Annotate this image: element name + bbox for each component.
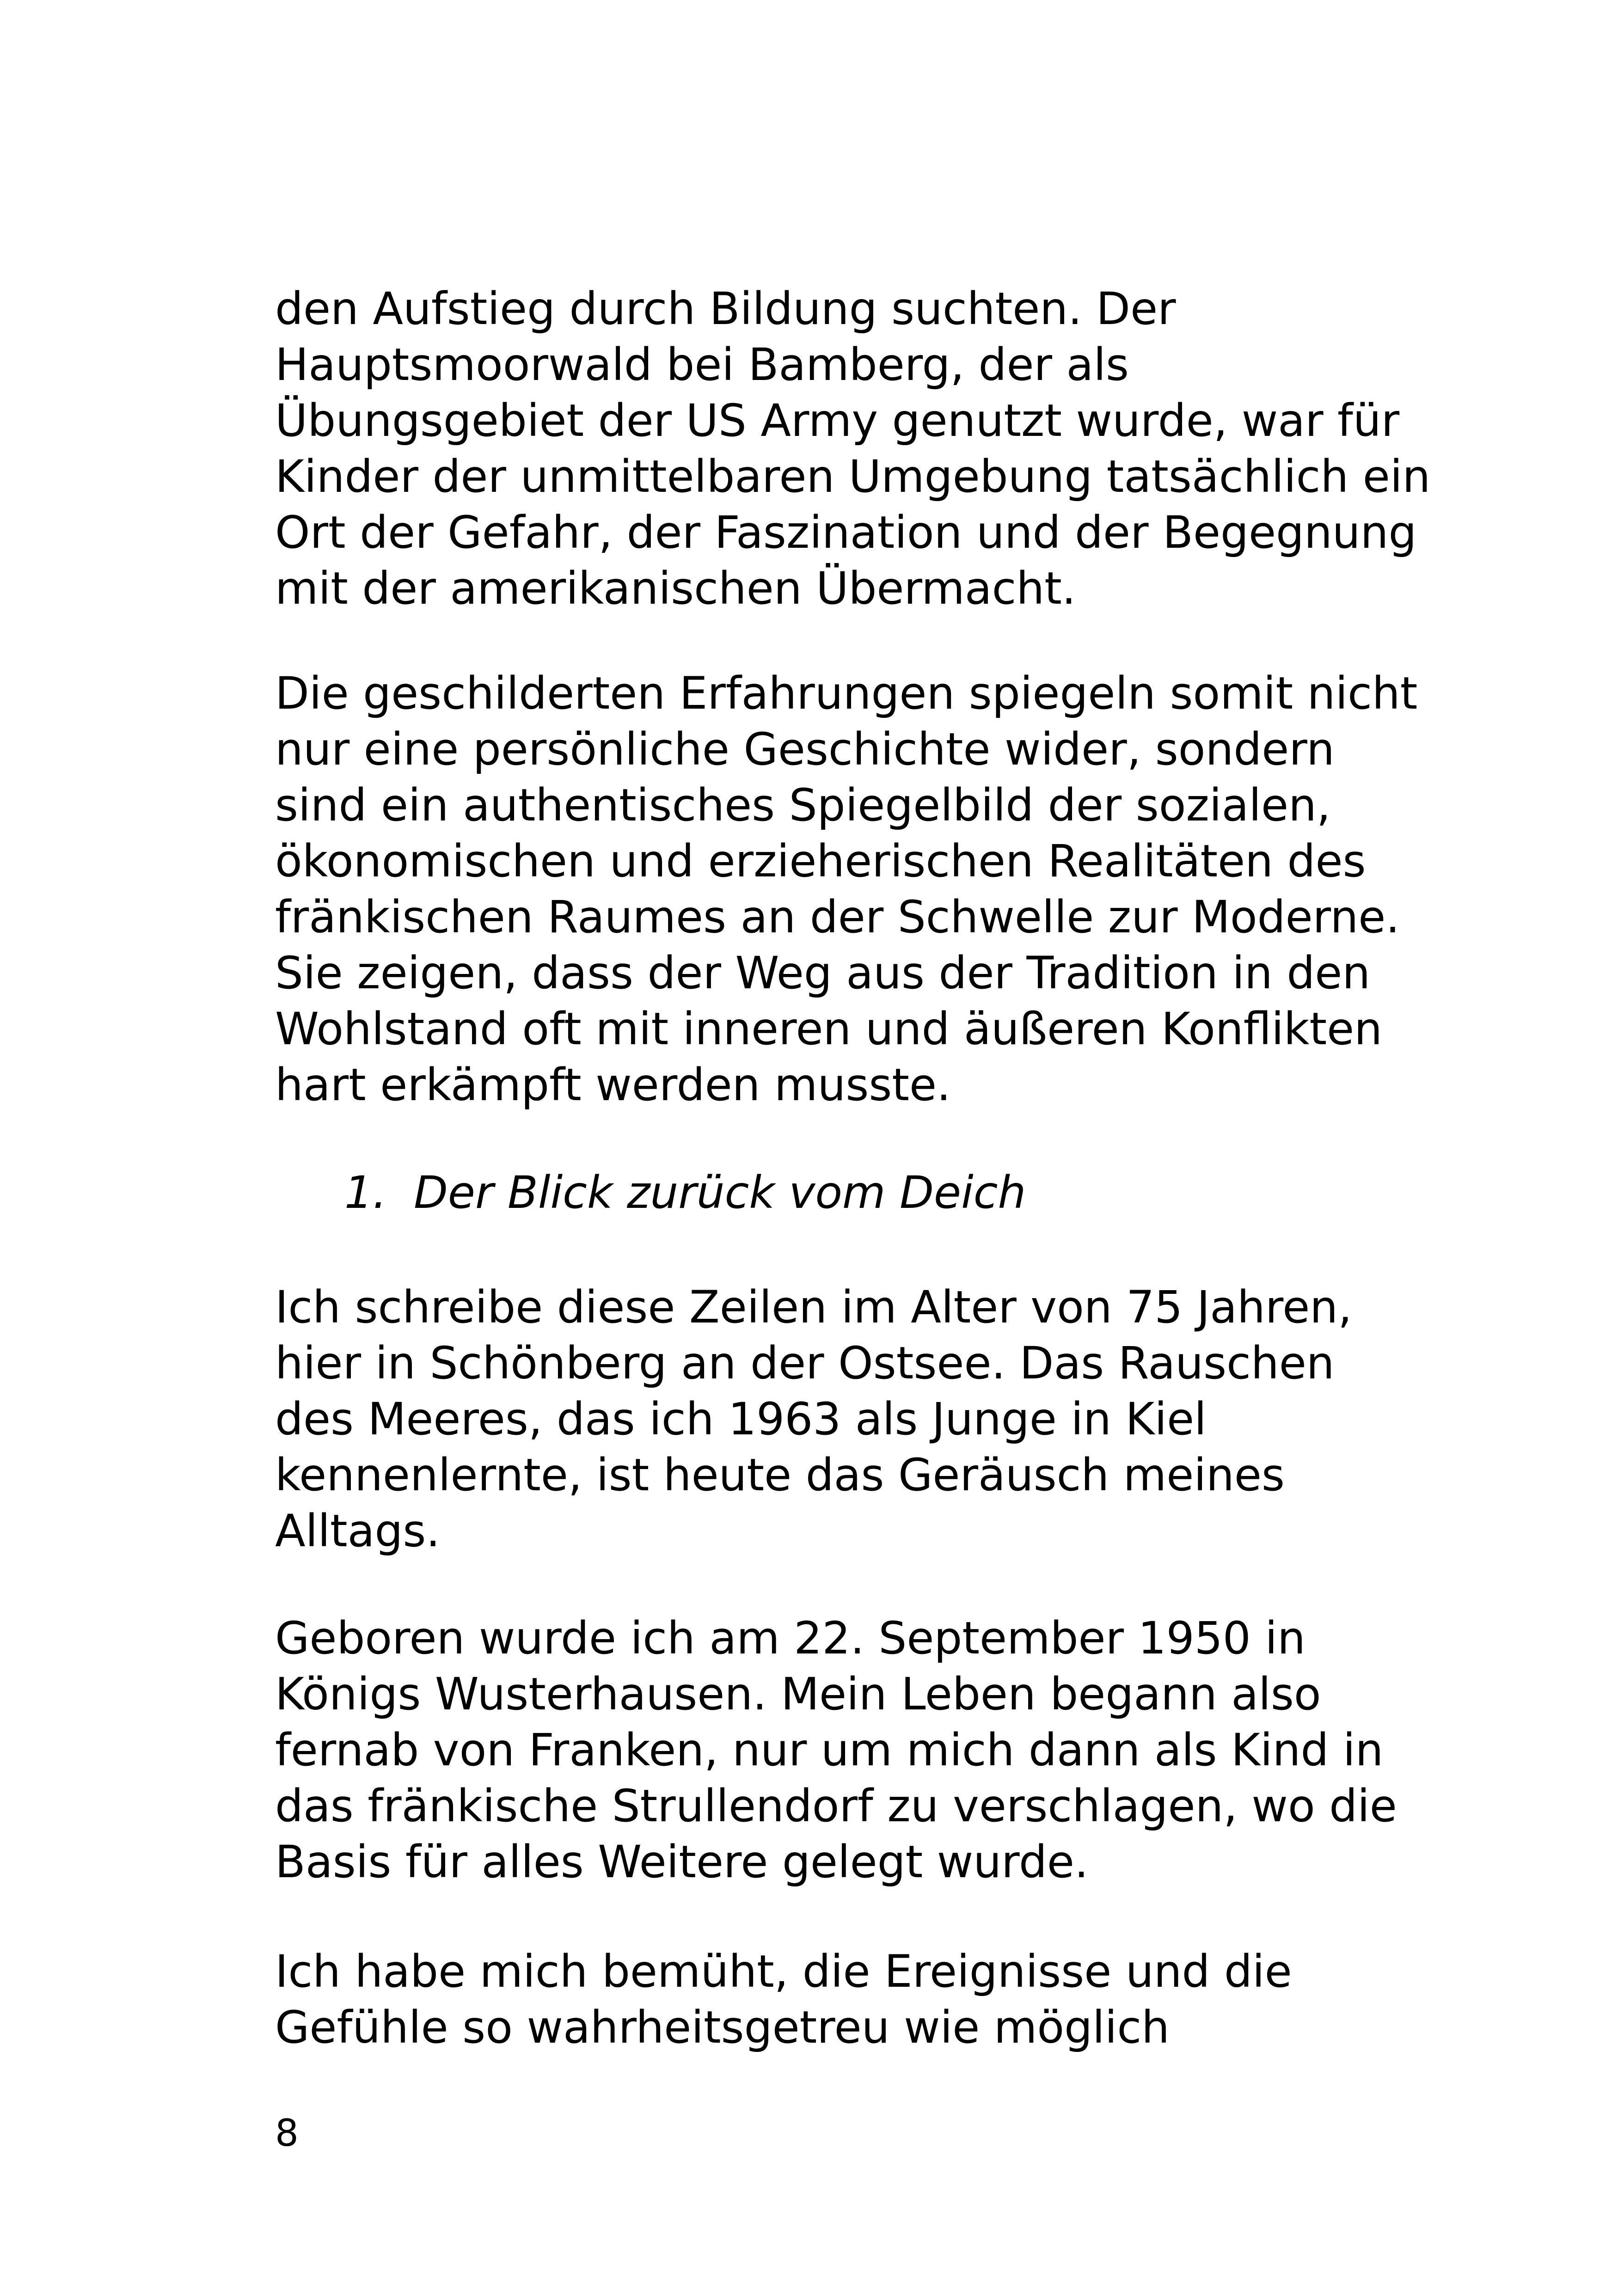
text-line: das fränkische Strullendorf zu verschlagen, wo die (275, 1780, 1397, 1832)
text-line: Geboren wurde ich am 22. September 1950 in (275, 1612, 1305, 1664)
text-line: Ich schreibe diese Zeilen im Alter von 75 Jahren, (275, 1281, 1352, 1333)
text-line: Gefühle so wahrheitsgetreu wie möglich (275, 2002, 1170, 2053)
text-line: des Meeres, das ich 1963 als Junge in Kiel (275, 1393, 1207, 1445)
text-line: nur eine persönliche Geschichte wider, sondern (275, 723, 1335, 775)
text-line: hart erkämpft werden musste. (275, 1059, 951, 1111)
heading-title: Der Blick zurück vom Deich (414, 1167, 1026, 1218)
paragraph-2 (275, 666, 1418, 1113)
text-line: Sie zeigen, dass der Weg aus der Tradition in den (275, 947, 1371, 999)
text-line: Hauptsmoorwald bei Bamberg, der als (275, 339, 1129, 391)
text-line: ökonomischen und erzieherischen Realitäten des (275, 835, 1366, 887)
text-line: Alltags. (275, 1505, 440, 1557)
text-line: Ort der Gefahr, der Faszination und der Begegnung (275, 507, 1417, 558)
paragraph-5 (275, 1944, 1385, 2056)
text-line: kennenlernte, ist heute das Geräusch meines (275, 1449, 1285, 1501)
paragraph-3 (275, 1280, 1385, 1559)
paragraph-1 (275, 281, 1431, 617)
page-number: 8 (275, 2112, 299, 2155)
text-line: sind ein authentisches Spiegelbild der sozialen, (275, 779, 1331, 831)
text-line: hier in Schönberg an der Ostsee. Das Rauschen (275, 1337, 1335, 1389)
text-line: mit der amerikanischen Übermacht. (275, 563, 1076, 614)
text-line: Königs Wusterhausen. Mein Leben begann also (275, 1668, 1321, 1720)
text-line: Kinder der unmittelbaren Umgebung tatsächlich ein (275, 451, 1431, 502)
text-line: Ich habe mich bemüht, die Ereignisse und die (275, 1946, 1292, 1997)
text-line: den Aufstieg durch Bildung suchten. Der (275, 283, 1176, 335)
text-line: Basis für alles Weitere gelegt wurde. (275, 1836, 1089, 1888)
text-line: Wohlstand oft mit inneren und äußeren Konflikten (275, 1003, 1383, 1055)
text-line: Übungsgebiet der US Army genutzt wurde, war für (275, 395, 1400, 447)
text-line: Die geschilderten Erfahrungen spiegeln somit nicht (275, 667, 1418, 719)
text-line: fränkischen Raumes an der Schwelle zur Moderne. (275, 891, 1400, 943)
paragraph-4 (275, 1610, 1397, 1890)
heading-number: 1. (344, 1167, 387, 1218)
text-line: fernab von Franken, nur um mich dann als Kind in (275, 1724, 1384, 1776)
